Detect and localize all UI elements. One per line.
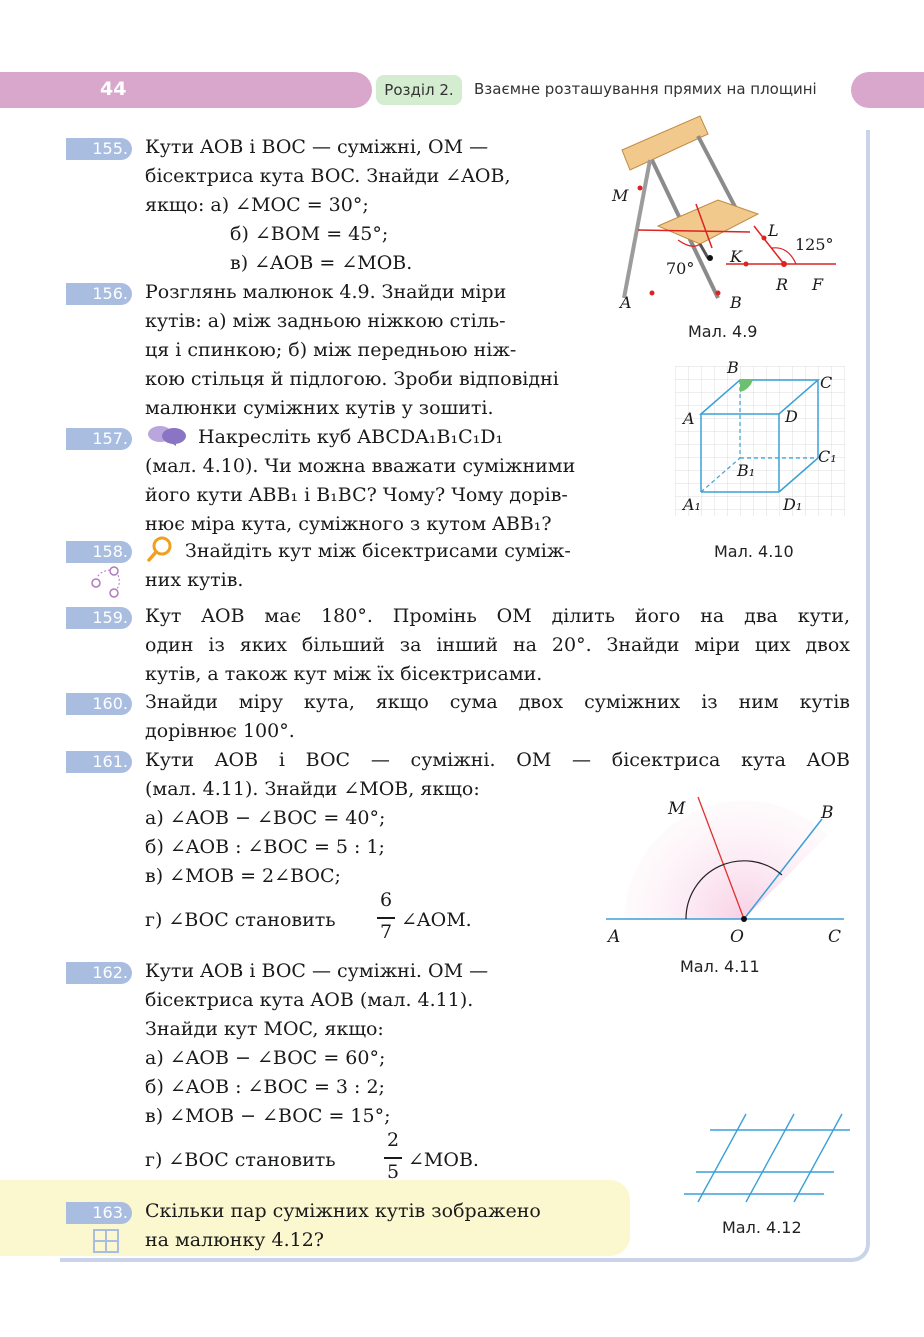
fig49-label-125: 125° [795, 235, 834, 254]
ex157-line2: (мал. 4.10). Чи можна вважати суміжними [145, 455, 576, 477]
ex159-line3: кутів, а також кут між їх бісектрисами. [145, 663, 543, 685]
ex158-line1: Знайдіть кут між бісектрисами суміж- [185, 540, 571, 562]
ex161-frac-den: 7 [379, 921, 393, 943]
ex161-line2: (мал. 4.11). Знайди ∠MOB, якщо: [145, 778, 480, 800]
fig411-label-A: A [608, 927, 621, 947]
ex161-line3: а) ∠AOB − ∠BOC = 40°; [145, 807, 386, 829]
ex159-line1: Кут AOB має 180°. Промінь OM ділить його на два кути, [145, 605, 850, 627]
ex161-line5: в) ∠MOB = 2∠BOC; [145, 865, 341, 887]
fig411-label-O: O [730, 927, 744, 947]
ex161-line1: Кути AOB і BOC — суміжні. OM — бісектриса кута AOB [145, 749, 850, 771]
ex163-line2: на малюнку 4.12? [145, 1229, 324, 1251]
ex162-line2: бісектриса кута AOB (мал. 4.11). [145, 989, 474, 1011]
figure-4-11-angles [600, 795, 850, 925]
discussion-icon [146, 425, 190, 447]
ex155-line4: б) ∠BOM = 45°; [230, 223, 389, 245]
exercise-number-159: 159. [66, 607, 132, 629]
figure-4-12-lines [684, 1110, 854, 1210]
exercise-number-163: 163. [66, 1202, 132, 1224]
header-bar-right [851, 72, 924, 108]
fig411-label-C: C [828, 927, 842, 947]
fig411-caption: Мал. 4.11 [680, 957, 760, 976]
exercise-number-157: 157. [66, 428, 132, 450]
magnifier-icon [147, 535, 175, 563]
ex162-line1: Кути AOB і BOC — суміжні. OM — [145, 960, 489, 982]
ex156-line2: кутів: а) між задньою ніжкою стіль- [145, 310, 506, 332]
ex157-line4: нює міра кута, суміжного з кутом ABB₁? [145, 513, 552, 535]
ex162-line5: б) ∠AOB : ∠BOC = 3 : 2; [145, 1076, 385, 1098]
header-bar-left [0, 72, 372, 108]
ex162-line7: г) ∠BOC становить [145, 1149, 336, 1171]
fig410-label-A1: A₁ [683, 495, 701, 514]
ex155-line5: в) ∠AOB = ∠MOB. [230, 252, 413, 274]
ex161-line4: б) ∠AOB : ∠BOC = 5 : 1; [145, 836, 385, 858]
fig410-label-C1: C₁ [818, 447, 837, 466]
ex157-line3: його кути ABB₁ і B₁BC? Чому? Чому дорів- [145, 484, 568, 506]
ex160-line1: Знайди міру кута, якщо сума двох суміжних із ним кутів [145, 691, 850, 713]
exercise-number-160: 160. [66, 693, 132, 715]
fig49-label-70: 70° [666, 259, 695, 278]
fig49-label-F: F [812, 275, 824, 294]
ex162-line8: ∠MOB. [408, 1149, 479, 1171]
cycle-icon [90, 565, 124, 599]
fig410-label-D: D [785, 407, 798, 426]
ex162-frac-num: 2 [386, 1129, 400, 1151]
ex160-line2: дорівнює 100°. [145, 720, 295, 742]
ex163-line1: Скільки пар суміжних кутів зображено [145, 1200, 541, 1222]
chapter-label: Розділ 2. [376, 75, 462, 105]
ex162-line6: в) ∠MOB − ∠BOC = 15°; [145, 1105, 391, 1127]
ex156-line5: малюнки суміжних кутів у зошиті. [145, 397, 494, 419]
ex155-line1: Кути AOB і BOC — суміжні, OM — [145, 136, 489, 158]
ex162-line4: а) ∠AOB − ∠BOC = 60°; [145, 1047, 386, 1069]
puzzle-icon [90, 1226, 124, 1256]
ex162-frac-den: 5 [386, 1161, 400, 1183]
ex161-line7: ∠AOM. [401, 909, 472, 931]
ex161-frac-line [377, 917, 395, 919]
exercise-number-161: 161. [66, 751, 132, 773]
fig49-caption: Мал. 4.9 [688, 322, 758, 341]
ex161-frac-num: 6 [379, 889, 393, 911]
fig410-label-A: A [683, 409, 695, 428]
ex161-line6: г) ∠BOC становить [145, 909, 336, 931]
fig49-label-R: R [776, 275, 789, 294]
fig412-caption: Мал. 4.12 [722, 1218, 802, 1237]
ex156-line1: Розглянь малюнок 4.9. Знайди міри [145, 281, 507, 303]
ex158-line2: них кутів. [145, 569, 244, 591]
fig49-label-B: B [730, 293, 742, 312]
fig49-label-K: K [730, 247, 742, 266]
exercise-number-162: 162. [66, 962, 132, 984]
ex157-line1: Накресліть куб ABCDA₁B₁C₁D₁ [198, 426, 504, 448]
page-number: 44 [100, 78, 127, 100]
fig49-label-M: M [612, 186, 629, 205]
ex162-frac-line [384, 1157, 402, 1159]
ex155-line3: якщо: а) ∠MOC = 30°; [145, 194, 369, 216]
fig410-label-B1: B₁ [737, 461, 756, 480]
chapter-title: Взаємне розташування прямих на площині [474, 80, 817, 98]
fig410-caption: Мал. 4.10 [714, 542, 794, 561]
ex156-line4: кою стільця й підлогою. Зроби відповідні [145, 368, 559, 390]
ex156-line3: ця і спинкою; б) між передньою ніж- [145, 339, 517, 361]
figure-4-9-chair [600, 108, 840, 308]
exercise-number-158: 158. [66, 541, 132, 563]
fig49-label-A: A [620, 293, 632, 312]
fig411-label-B: B [821, 803, 834, 823]
fig49-label-L: L [768, 221, 779, 240]
fig410-label-C: C [820, 373, 833, 392]
fig410-label-D1: D₁ [783, 495, 803, 514]
ex155-line2: бісектриса кута BOC. Знайди ∠AOB, [145, 165, 511, 187]
ex159-line2: один із яких більший за інший на 20°. Знайди міри цих двох [145, 634, 850, 656]
fig410-label-B: B [727, 358, 739, 377]
exercise-number-155: 155. [66, 138, 132, 160]
ex162-line3: Знайди кут MOC, якщо: [145, 1018, 384, 1040]
exercise-number-156: 156. [66, 283, 132, 305]
fig411-label-M: M [668, 799, 686, 819]
